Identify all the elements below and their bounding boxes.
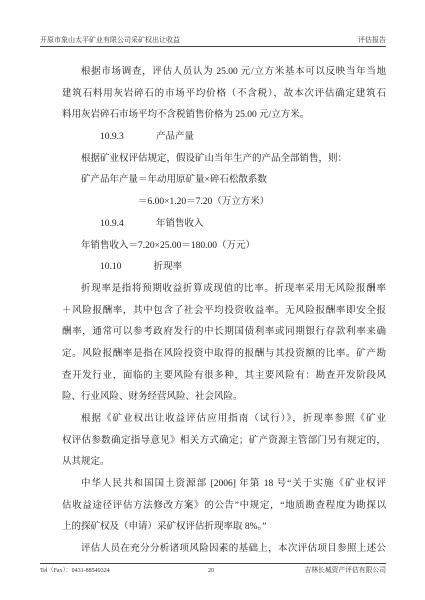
output-formula	[62, 170, 386, 213]
section-title: 产品产量	[156, 132, 195, 143]
text-line: 评估人员在充分分析诸项风险因素的基础上，本次评估项目参照上述公	[81, 544, 386, 555]
page-number: 20	[208, 568, 214, 574]
section-heading-10-9-3	[62, 127, 386, 149]
text-line: 查开发行业，面临的主要风险有很多种，其主要风险有：勘查开发阶段风	[62, 370, 386, 381]
header-doc-type: 评估报告	[358, 36, 386, 44]
formula-line: 年销售收入＝7.20×25.00＝180.00（万元）	[81, 240, 255, 251]
document-body	[62, 62, 386, 561]
text-line: 险、行业风险、财务经营风险、社会风险。	[62, 392, 243, 403]
section-heading-10-9-4	[62, 214, 386, 236]
section-number: 10.10	[100, 262, 122, 273]
output-paragraph	[62, 149, 386, 171]
section-number: 10.9.3	[100, 132, 124, 143]
page-header	[40, 35, 386, 47]
text-line: 根据矿业权评估规定，假设矿山当年生产的产品全部销售，则：	[81, 153, 348, 164]
formula-line: 矿产品年产量＝年动用原矿量×碎石松散系数	[81, 175, 267, 186]
text-line: 估收益途径评估方法修改方案》的公告”中规定，“地质勘查程度为勘探以	[62, 500, 386, 511]
text-line: 根据《矿业权出让收益评估应用指南（试行）》，折现率参照《矿业	[81, 414, 386, 424]
text-line: 从其规定。	[62, 457, 110, 468]
text-line: 定。风险报酬率是指在风险投资中取得的报酬与其投资额的比率。矿产勘	[62, 348, 386, 359]
text-line: 酬率，通常可以参考政府发行的中长期国债利率或同期银行存款利率来确	[62, 327, 386, 338]
revenue-formula	[62, 236, 386, 258]
text-line: 上的探矿权及（申请）采矿权评估折现率取 8%。”	[62, 522, 267, 533]
section-title: 折现率	[153, 262, 183, 273]
section-title: 年销售收入	[156, 218, 204, 229]
text-line: 建筑石料用灰岩碎石的市场平均价格（不含税），故本次评估确定建筑石	[62, 88, 386, 99]
assessment-paragraph	[62, 539, 386, 561]
text-line: 料用灰岩碎石市场平均不含税销售价格为 25.00 元/立方米。	[62, 110, 310, 121]
text-line: 折现率是指将预期收益折算成现值的比率。折现率采用无风险报酬率	[81, 283, 386, 294]
header-title: 开原市象山太平矿业有限公司采矿权出让收益	[40, 36, 180, 44]
text-line: 根据市场调查，评估人员认为 25.00 元/立方米基本可以反映当年当地	[81, 67, 386, 77]
footer-company: 吉林长城资产评估有限公司	[304, 567, 386, 574]
discount-paragraph	[62, 279, 386, 409]
section-number: 10.9.4	[100, 218, 124, 229]
text-line: ＋风险报酬率，其中包含了社会平均投资收益率。无风险报酬率即安全报	[62, 305, 386, 316]
guide-paragraph	[62, 409, 386, 474]
formula-line: ＝6.00×1.20＝7.20（万立方米）	[138, 197, 270, 208]
price-paragraph	[62, 62, 386, 127]
section-heading-10-10	[62, 257, 386, 279]
text-line: 权评估参数确定指导意见》相关方式确定；矿产资源主管部门另有规定的，	[62, 435, 386, 446]
footer-tel: Tel（Fax）：0431-88549324	[40, 568, 110, 574]
page-footer	[40, 563, 386, 576]
text-line: 中华人民共和国国土资源部 [2006] 年第 18 号“关于实施《矿业权评	[81, 479, 386, 490]
notice-paragraph	[62, 474, 386, 539]
